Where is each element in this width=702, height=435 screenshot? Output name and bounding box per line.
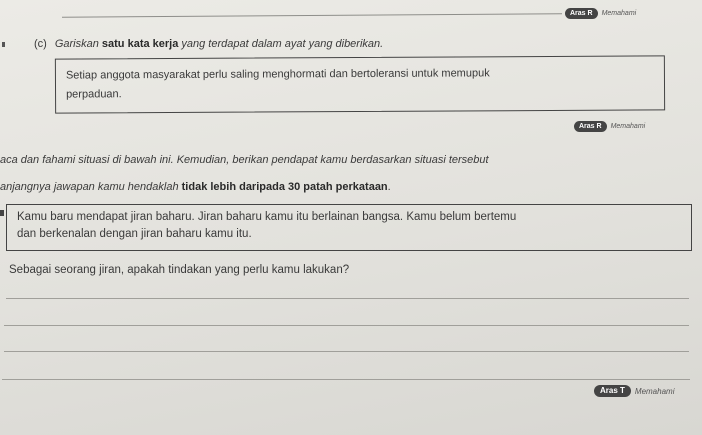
top-rule: [62, 13, 562, 17]
level-label: Memahami: [634, 386, 675, 396]
level-tag: Aras R: [565, 8, 598, 19]
level-tag: Aras T: [594, 385, 631, 397]
level-badge-mid: [574, 121, 645, 132]
instruction-line-1: aca dan fahami situasi di bawah ini. Kemudian, berikan pendapat kamu berdasarkan situasi tersebut: [0, 154, 489, 166]
situation-line-2: dan berkenalan dengan jiran baharu kamu itu.: [17, 228, 252, 240]
level-label: Memahami: [601, 10, 637, 17]
answer-line-4[interactable]: [2, 379, 690, 380]
margin-mark: [2, 42, 5, 47]
question-number: (c): [34, 38, 47, 50]
box-corner-mark: [0, 210, 4, 216]
sentence-line-2: perpaduan.: [66, 88, 122, 101]
answer-line-1[interactable]: [6, 298, 689, 299]
level-badge-top: [565, 8, 636, 19]
level-tag: Aras R: [574, 121, 607, 132]
level-badge-bottom: [594, 385, 674, 397]
answer-line-2[interactable]: [4, 325, 689, 326]
answer-line-3[interactable]: [4, 351, 689, 352]
question-c: (c) Gariskan satu kata kerja yang terdapat dalam ayat yang diberikan.: [34, 38, 384, 50]
question-2: Sebagai seorang jiran, apakah tindakan yang perlu kamu lakukan?: [9, 264, 350, 276]
sentence-box: [55, 55, 665, 113]
level-label: Memahami: [610, 123, 646, 130]
instruction-line-2: anjangnya jawapan kamu hendaklah tidak lebih daripada 30 patah perkataan.: [0, 181, 391, 193]
situation-line-1: Kamu baru mendapat jiran baharu. Jiran baharu kamu itu berlainan bangsa. Kamu belum bertemu: [17, 211, 517, 223]
sentence-line-1: Setiap anggota masyarakat perlu saling menghormati dan bertoleransi untuk memupuk: [65, 67, 490, 82]
situation-box: [6, 204, 692, 251]
